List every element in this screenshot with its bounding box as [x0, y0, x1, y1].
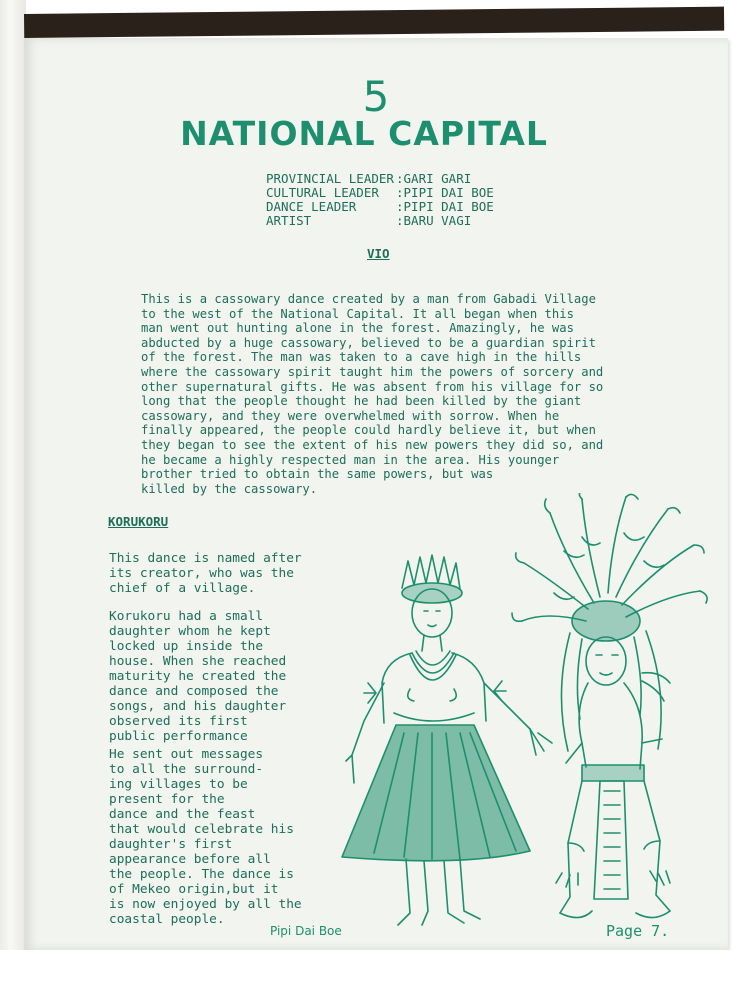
book-page — [24, 38, 728, 950]
vio-description: This is a cassowary dance created by a man from Gabadi Village to the west of the National Capital. It all began when this man went out hunting alone in the forest. Amazingly, he was abducted by a huge cassowary, believed to be a guardian spirit of the forest. The man was taken to a cave high in the hills where the cassowary spirit taught him the powers of sorcery and other supernatural gifts. He was absent from his village for so long that the people thought he had been killed by the giant cassowary, and they were overwhelmed with sorrow. When he finally appeared, the people could hardly believe it, but when they began to see the extent of his new powers they did so, and he became a highly respected man in the area. His younger brother tried to obtain the same powers, but was killed by the cassowary. — [141, 292, 604, 496]
dancers-illustration — [324, 493, 724, 933]
leader-role: ARTIST — [266, 213, 312, 228]
leader-name: :PIPI DAI BOE — [396, 185, 494, 200]
leader-row — [266, 214, 494, 228]
korukoru-paragraph: He sent out messages to all the surround- ing villages to be present for the dance and the feast that would celebrate his daughter's first appearance before all the people. The dance is of Mekeo origin,but it is now enjoyed by all the coastal people. — [109, 747, 302, 927]
korukoru-paragraph: This dance is named after its creator, who was the chief of a village. — [109, 551, 302, 596]
korukoru-heading: KORUKORU — [108, 514, 169, 529]
leader-row — [266, 186, 494, 200]
leader-role: DANCE LEADER — [266, 199, 357, 214]
leader-name: :PIPI DAI BOE — [396, 199, 494, 214]
page-number: Page 7. — [606, 922, 670, 940]
chapter-title: NATIONAL CAPITAL — [180, 114, 548, 153]
leader-row — [266, 200, 494, 214]
chapter-number: 5 — [362, 72, 390, 121]
leader-role: CULTURAL LEADER — [266, 185, 379, 200]
artist-credit: Pipi Dai Boe — [270, 924, 342, 938]
leader-row — [266, 172, 494, 186]
male-dancer-figure — [512, 493, 707, 918]
female-dancer-figure — [342, 555, 552, 925]
book-binding — [0, 0, 26, 1000]
leader-name: :GARI GARI — [396, 171, 472, 186]
leader-role: PROVINCIAL LEADER — [266, 171, 394, 186]
leaders-list — [266, 172, 494, 228]
korukoru-paragraph: Korukoru had a small daughter whom he kept locked up inside the house. When she reached maturity he created the dance and composed the songs, and his daughter observed its first public performance — [109, 609, 287, 744]
leader-name: :BARU VAGI — [396, 213, 472, 228]
vio-heading: VIO — [367, 246, 390, 261]
background-strip — [0, 950, 747, 1000]
book-cover-edge — [24, 7, 724, 38]
